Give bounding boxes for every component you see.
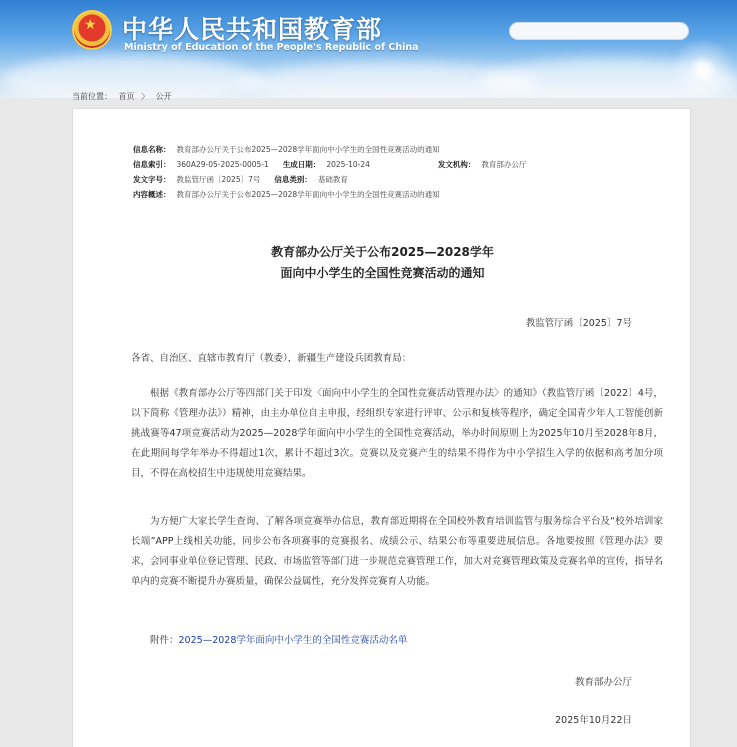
document-title-line-1: 教育部办公厅关于公布2025—2028学年 — [271, 245, 494, 259]
breadcrumb — [72, 91, 176, 102]
dandelion-decoration — [668, 40, 737, 98]
meta-org-value: 教育部办公厅 — [481, 160, 527, 169]
article-panel — [72, 108, 691, 747]
document-title — [73, 242, 692, 284]
meta-name-value: 教育部办公厅关于公布2025—2028学年面向中小学生的全国性竞赛活动的通知 — [176, 145, 440, 154]
salutation: 各省、自治区、直辖市教育厅（教委），新疆生产建设兵团教育局： — [131, 353, 412, 364]
meta-index-value: 360A29-05-2025-0005-1 — [176, 160, 269, 169]
attachment-link[interactable]: 2025—2028学年面向中小学生的全国性竞赛活动名单 — [178, 635, 408, 646]
meta-org-label: 发文机构： — [437, 160, 476, 169]
document-title-line-2: 面向中小学生的全国性竞赛活动的通知 — [280, 266, 485, 280]
document-number: 教监管厅函〔2025〕7号 — [525, 318, 632, 329]
breadcrumb-label: 当前位置： — [72, 92, 112, 101]
search-input[interactable] — [509, 22, 689, 40]
meta-docno-value: 教监管厅函〔2025〕7号 — [176, 175, 261, 184]
breadcrumb-separator: 〉 — [141, 92, 150, 101]
site-header — [0, 0, 737, 98]
info-metadata — [133, 142, 653, 202]
meta-date-label: 生成日期： — [282, 160, 321, 169]
site-title[interactable]: 中华人民共和国教育部 — [122, 15, 383, 44]
national-emblem-icon: ★ — [72, 10, 112, 50]
breadcrumb-public-link[interactable]: 公开 — [155, 92, 172, 101]
signature: 教育部办公厅 — [574, 677, 632, 688]
breadcrumb-home-link[interactable]: 首页 — [118, 92, 135, 101]
document-date: 2025年10月22日 — [555, 715, 632, 726]
meta-category-label: 信息类别： — [274, 175, 312, 184]
meta-docno-label: 发文字号： — [133, 175, 171, 184]
meta-index-label: 信息索引： — [133, 160, 171, 169]
site-subtitle: Ministry of Education of the People's Republic of China — [124, 42, 419, 53]
meta-summary-label: 内容概述： — [133, 190, 171, 199]
paragraph-2: 为方便广大家长学生查询、了解各项竞赛举办信息，教育部近期将在全国校外教育培训监管与服务综合平台及“校外培训家长端”APP上线相关功能，同步公布各项赛事的竞赛报名、成绩公示、结果公布等重要进展信息。各地要按照《管理办法》要求，会同事业单位登记管理、民政、市场监管等部门进一步规范竞赛管理工作，加大对竞赛管理政策及竞赛名单的宣传，指导名单内的竞赛不断提升办赛质量，确保公益属性，充分发挥竞赛育人功能。 — [131, 516, 664, 587]
meta-date-value: 2025-10-24 — [326, 160, 370, 169]
meta-name-label: 信息名称： — [133, 145, 171, 154]
attachment-label: 附件： — [150, 635, 179, 646]
attachment — [150, 632, 407, 646]
paragraph-1: 根据《教育部办公厅等四部门关于印发〈面向中小学生的全国性竞赛活动管理办法〉的通知》（教监管厅函〔2022〕4号，以下简称《管理办法》）精神，由主办单位自主申报，经组织专家进行评审、公示和复核等程序，确定全国青少年人工智能创新挑战赛等47项竞赛活动为2025—2028学年面向中小学生的全国性竞赛活动，举办时间原则上为2025年10月至2028年8月，在此期间每学年举办不得超过1次，累计不超过3次。竞赛以及竞赛产生的结果不得作为中小学招生入学的依据和高考加分项目，不得在高校招生中违规使用竞赛结果。 — [131, 388, 663, 479]
meta-category-value: 基础教育 — [317, 175, 348, 184]
meta-summary-value: 教育部办公厅关于公布2025—2028学年面向中小学生的全国性竞赛活动的通知 — [176, 190, 440, 199]
